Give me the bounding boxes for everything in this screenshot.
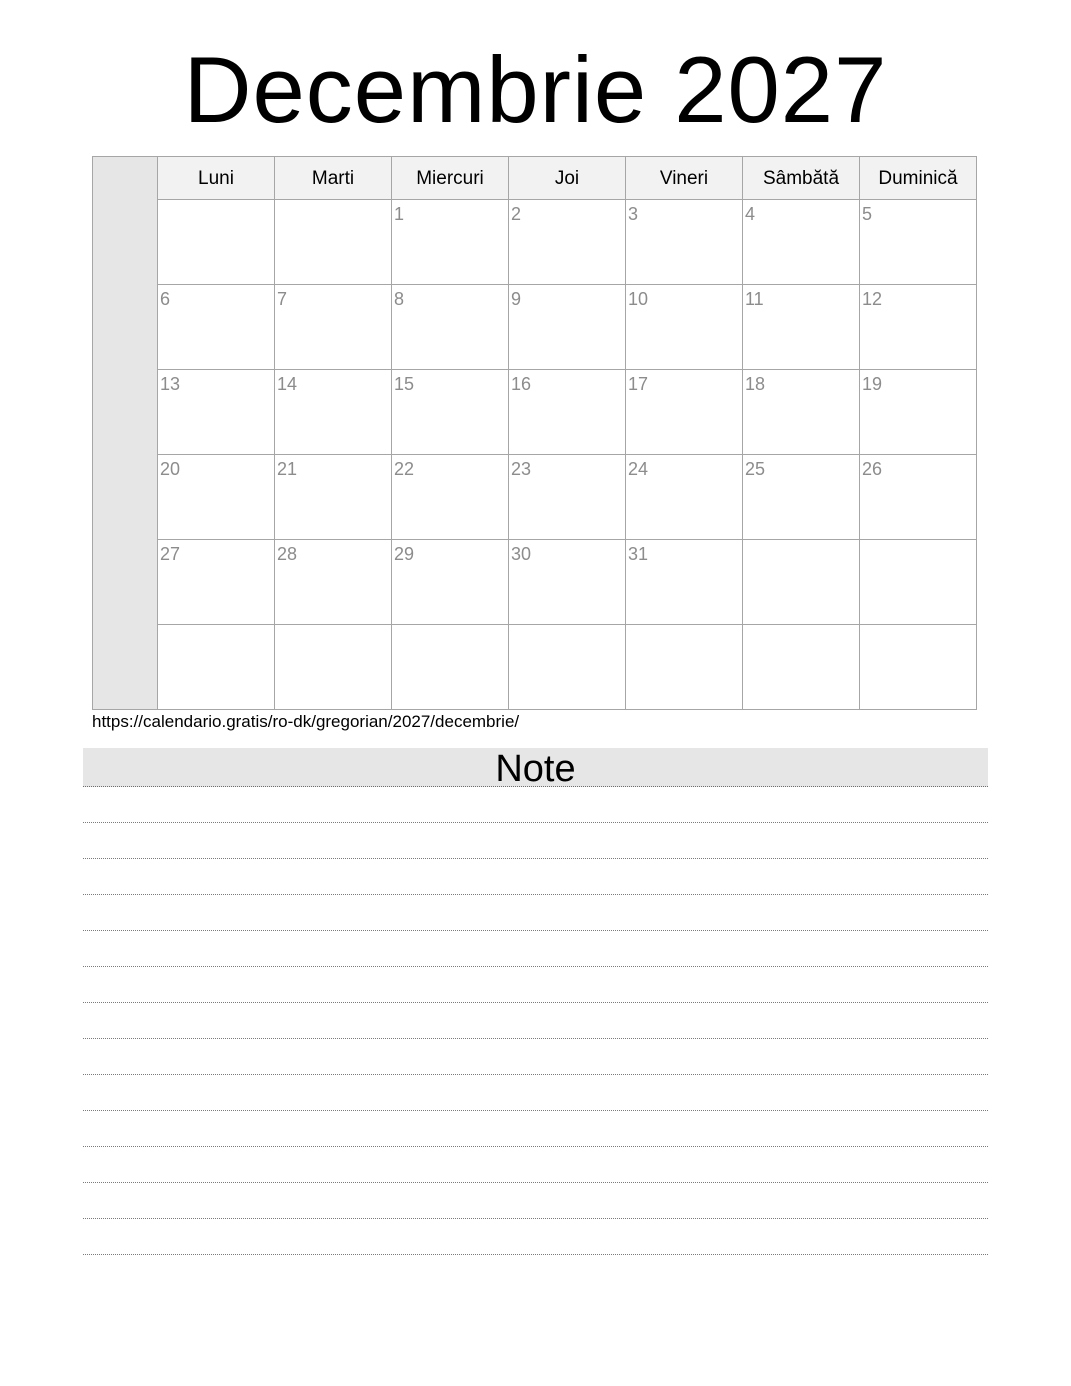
- note-line[interactable]: [83, 967, 988, 1003]
- day-number: 19: [862, 374, 883, 394]
- day-cell: [275, 200, 392, 284]
- note-line[interactable]: [83, 1111, 988, 1147]
- day-number: 22: [394, 459, 415, 479]
- day-cell: [158, 455, 275, 539]
- week-row: [158, 200, 976, 285]
- day-cell: [743, 285, 860, 369]
- day-number: 29: [394, 544, 415, 564]
- weekday-header: Luni: [158, 157, 275, 199]
- weekday-header: Sâmbătă: [743, 157, 860, 199]
- day-number: 13: [160, 374, 181, 394]
- day-number: 27: [160, 544, 181, 564]
- day-cell: [158, 540, 275, 624]
- page-title: Decembrie 2027: [183, 37, 888, 142]
- note-line[interactable]: [83, 1219, 988, 1255]
- week-row: [158, 285, 976, 370]
- day-cell: [860, 285, 976, 369]
- month-grid: [158, 157, 976, 709]
- weekday-header: Marti: [275, 157, 392, 199]
- day-cell: [626, 200, 743, 284]
- day-cell: [509, 370, 626, 454]
- day-cell: [743, 455, 860, 539]
- day-cell: [860, 540, 976, 624]
- note-line[interactable]: [83, 787, 988, 823]
- note-line[interactable]: [83, 931, 988, 967]
- week-row: [158, 455, 976, 540]
- day-cell: [626, 370, 743, 454]
- day-cell: [509, 455, 626, 539]
- day-cell: [626, 540, 743, 624]
- day-cell: [860, 200, 976, 284]
- day-number: 24: [628, 459, 649, 479]
- week-number-column: [93, 157, 158, 709]
- day-cell: [275, 540, 392, 624]
- notes-section: [83, 748, 988, 1255]
- day-number: 28: [277, 544, 298, 564]
- day-cell: [392, 200, 509, 284]
- day-number: 5: [862, 204, 873, 224]
- day-number: 21: [277, 459, 298, 479]
- day-number: 1: [394, 204, 405, 224]
- day-number: 17: [628, 374, 649, 394]
- day-number: 16: [511, 374, 532, 394]
- day-number: 8: [394, 289, 405, 309]
- day-cell: [275, 370, 392, 454]
- week-row: [158, 625, 976, 710]
- note-line[interactable]: [83, 895, 988, 931]
- day-number: 14: [277, 374, 298, 394]
- day-number: 2: [511, 204, 522, 224]
- day-cell: [509, 285, 626, 369]
- weekday-header: Duminică: [878, 168, 958, 189]
- note-line[interactable]: [83, 859, 988, 895]
- day-cell: [158, 285, 275, 369]
- day-cell: [860, 455, 976, 539]
- notes-title: Note: [83, 748, 988, 787]
- day-cell: [392, 370, 509, 454]
- day-number: 12: [862, 289, 883, 309]
- day-number: 18: [745, 374, 766, 394]
- day-cell: [275, 625, 392, 710]
- day-cell: [392, 285, 509, 369]
- day-cell: [860, 625, 976, 710]
- day-cell: [743, 625, 860, 710]
- week-row: [158, 540, 976, 625]
- day-cell: [743, 540, 860, 624]
- day-number: 4: [745, 204, 756, 224]
- day-cell: [626, 625, 743, 710]
- day-cell: [509, 540, 626, 624]
- day-number: 30: [511, 544, 532, 564]
- day-cell: [158, 625, 275, 710]
- note-line[interactable]: [83, 1075, 988, 1111]
- day-cell: [509, 625, 626, 710]
- day-number: 23: [511, 459, 532, 479]
- day-cell: [626, 285, 743, 369]
- day-number: 26: [862, 459, 883, 479]
- day-cell: [626, 455, 743, 539]
- day-cell: [275, 455, 392, 539]
- day-cell: [158, 200, 275, 284]
- day-number: 10: [628, 289, 649, 309]
- notes-lines: [83, 787, 988, 1255]
- day-number: 11: [745, 289, 764, 309]
- week-row: [158, 370, 976, 455]
- day-number: 3: [628, 204, 639, 224]
- day-number: 25: [745, 459, 766, 479]
- day-number: 31: [628, 544, 649, 564]
- weekday-header-row: [158, 157, 976, 200]
- weekday-header: Joi: [509, 157, 626, 199]
- day-number: 20: [160, 459, 181, 479]
- note-line[interactable]: [83, 1003, 988, 1039]
- day-cell: [860, 370, 976, 454]
- day-number: 7: [277, 289, 288, 309]
- day-number: 6: [160, 289, 171, 309]
- day-cell: [392, 625, 509, 710]
- calendar-grid: [92, 156, 977, 710]
- day-cell: [158, 370, 275, 454]
- day-cell: [392, 455, 509, 539]
- note-line[interactable]: [83, 1147, 988, 1183]
- day-number: 9: [511, 289, 522, 309]
- day-cell: [275, 285, 392, 369]
- weekday-header: Vineri: [626, 157, 743, 199]
- note-line[interactable]: [83, 1039, 988, 1075]
- source-url[interactable]: https://calendario.gratis/ro-dk/gregorian/2027/decembrie/: [92, 712, 520, 731]
- weekday-header: Miercuri: [392, 157, 509, 199]
- week-rows: [158, 200, 976, 710]
- day-cell: [743, 200, 860, 284]
- day-cell: [743, 370, 860, 454]
- day-cell: [509, 200, 626, 284]
- day-number: 15: [394, 374, 415, 394]
- day-cell: [392, 540, 509, 624]
- note-line[interactable]: [83, 1183, 988, 1219]
- note-line[interactable]: [83, 823, 988, 859]
